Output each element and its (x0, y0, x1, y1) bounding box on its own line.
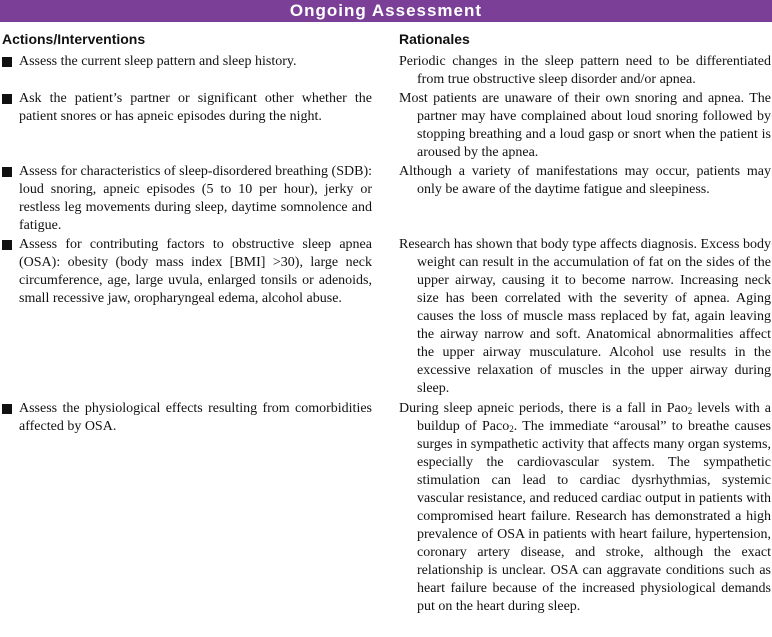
action-item-5 (2, 400, 372, 436)
section-title: Ongoing Assessment (289, 1, 483, 20)
action-text-4: Assess for contributing factors to obstructive sleep apnea (OSA): obesity (body mass index [BMI] >30), large neck circumference, age, large uvula, enlarged tonsils or adenoids, small recessive jaw, oropharyngeal edema, alcohol abuse. (19, 237, 372, 306)
action-text-1: Assess the current sleep pattern and sleep history. (19, 54, 297, 69)
action-text-5: Assess the physiological effects resulting from comorbidities affected by OSA. (19, 401, 372, 434)
rationale-text-1: Periodic changes in the sleep pattern need to be differentiated from true obstructive sleep disorder and/or apnea. (399, 54, 771, 87)
rationale-text-5 (399, 400, 771, 616)
rationale-5-part-1: During sleep apneic periods, there is a fall in Pao (399, 401, 688, 416)
square-bullet-icon (2, 94, 12, 104)
square-bullet-icon (2, 167, 12, 177)
square-bullet-icon (2, 404, 12, 414)
square-bullet-icon (2, 240, 12, 250)
action-item-3 (2, 163, 372, 235)
rationale-5-subscript-2: 2 (509, 424, 514, 434)
action-item-1 (2, 53, 372, 71)
rationale-text-2: Most patients are unaware of their own snoring and apnea. The partner may have complained about loud snoring followed by stopping breathing and a loud gasp or snort when the patient is aroused by the apnea. (399, 91, 771, 160)
rationale-5-subscript-1: 2 (687, 406, 693, 416)
square-bullet-icon (2, 57, 12, 67)
rationale-text-3: Although a variety of manifestations may occur, patients may only be aware of the daytime fatigue and sleepiness. (399, 164, 771, 197)
action-item-4 (2, 236, 372, 308)
actions-column-heading: Actions/Interventions (2, 31, 146, 47)
rationale-5-part-2: levels with a buildup of Paco (417, 401, 772, 434)
action-item-2 (2, 90, 372, 126)
rationales-column-heading: Rationales (399, 31, 470, 47)
action-text-2: Ask the patient’s partner or significant other whether the patient snores or has apneic episodes during the night. (19, 91, 372, 124)
section-header (0, 0, 772, 22)
rationale-5-part-3: . The immediate “arousal” to breathe causes surges in sympathetic activity that affects many organ systems, especially the cardiovascular system. The sympathetic stimulation can lead to cardiac dysrhythmias, systemic vascular resistance, and reduced cardiac output in patients with compromised heart failure. Research has demonstrated a high prevalence of OSA in patients with heart failure, hypertension, coronary artery disease, and stroke, although the exact relationship is unclear. OSA can aggravate conditions such as heart failure because of the increased physiological demands put on the heart during sleep. (417, 419, 771, 614)
action-text-3: Assess for characteristics of sleep-disordered breathing (SDB): loud snoring, apneic episodes (5 to 10 per hour), jerky or restless leg movements during sleep, daytime somnolence and fatigue. (19, 164, 373, 233)
rationale-text-4: Research has shown that body type affects diagnosis. Excess body weight can result in the accumulation of fat on the sides of the upper airway, causing it to become narrow. Increasing neck size has been correlated with the severity of apnea. Aging causes the loss of muscle mass replaced by fat, again leaving the airway narrow and soft. Anatomical abnormalities affect the upper airway musculature. Alcohol use results in the excessive relaxation of muscles in the upper airway during sleep. (399, 237, 771, 396)
